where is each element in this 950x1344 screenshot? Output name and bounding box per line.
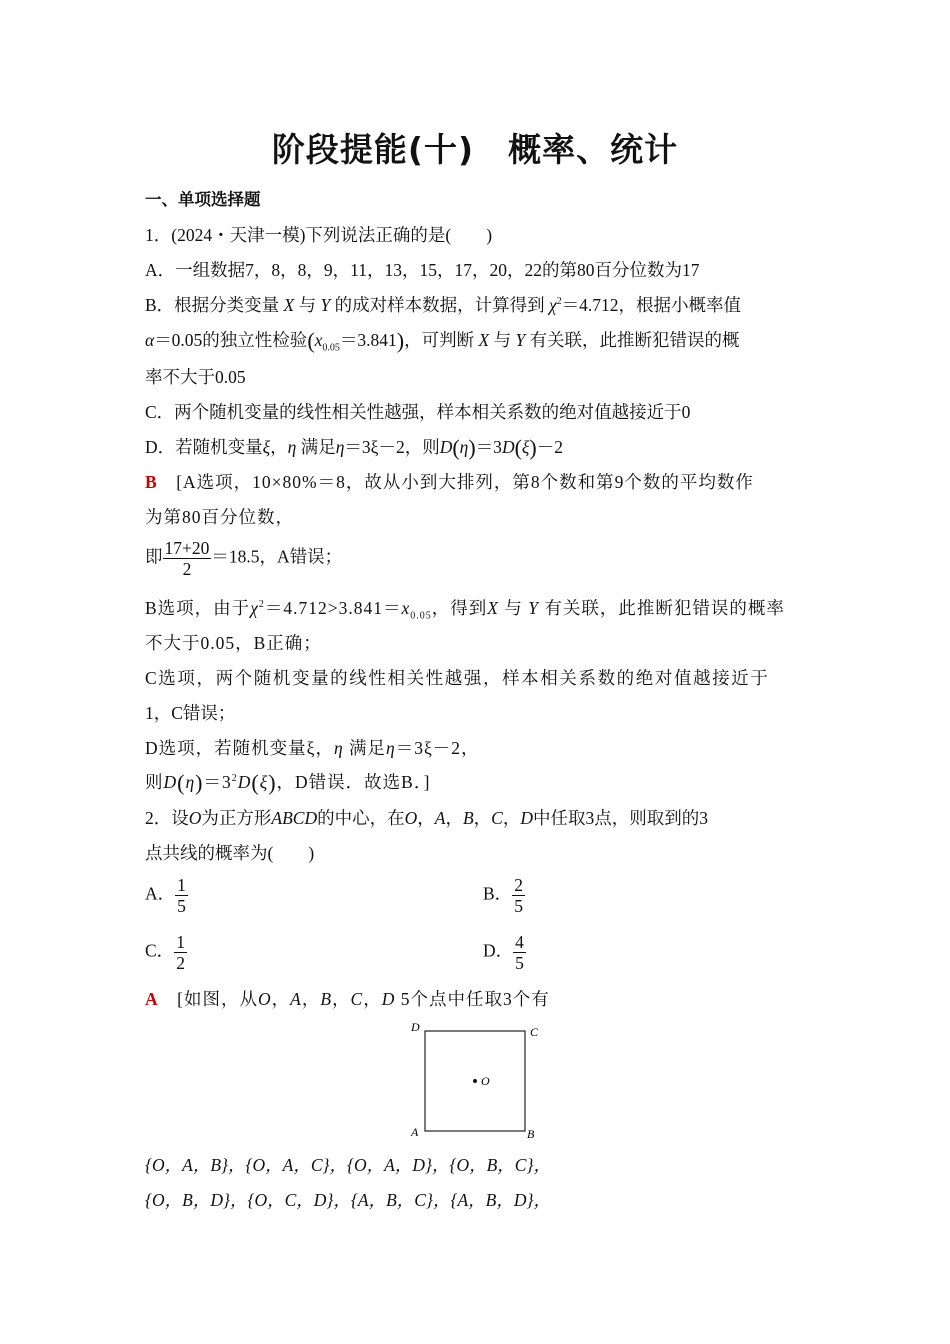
q2-stem-line2: 点共线的概率为( ) <box>145 843 315 863</box>
q1-explanation-line7: 1，C错误； <box>145 703 236 723</box>
label-a: A <box>411 1125 419 1139</box>
q1-answer: B <box>145 472 158 492</box>
q2-explanation-line1: A [如图，从O，A，B，C，D 5个点中任取3个有 <box>145 989 550 1009</box>
q2-option-a: A． $\frac{1}{5}$ <box>145 875 186 916</box>
q1-explanation-line5: 不大于0.05，B正确； <box>145 633 322 653</box>
q1-option-d: D．若随机变量ξ，η 满足η＝3ξ－2，则D(η)＝3D(ξ)－2 <box>145 435 563 460</box>
q1-explanation-line3: 即 $\frac{17+20}{2}$ ＝18.5，A错误； <box>145 538 343 579</box>
label-d: D <box>411 1020 420 1034</box>
q1-explanation-line8: D选项，若随机变量ξ，η 满足η＝3ξ－2， <box>145 738 480 758</box>
q1-explanation-line6: C选项，两个随机变量的线性相关性越强，样本相关系数的绝对值越接近于 <box>145 668 770 688</box>
q1-explanation-line9: 则$D(\eta)=3^2D(\xi)$，D错误．故选B．] <box>145 770 431 795</box>
label-c: C <box>530 1025 539 1039</box>
section-heading: 一、单项选择题 <box>145 190 261 209</box>
q1-option-a: A．一组数据7，8，8，9，11，13，15，17，20，22的第80百分位数为17 <box>145 260 700 280</box>
q1-option-b-line2: α＝0.05的独立性检验$(x_{0.05}=3.841)$，可判断 X 与 Y 有关联，此推断犯错误的概 <box>145 328 740 354</box>
q2-option-b: B． $\frac{2}{5}$ <box>483 875 523 916</box>
label-b: B <box>527 1127 535 1141</box>
q1-explanation-line1: B [A选项，10×80%＝8，故从小到大排列，第8个数和第9个数的平均数作 <box>145 472 754 492</box>
q2-answer: A <box>145 989 159 1009</box>
page-title: 阶段提能(十) 概率、统计 <box>271 130 679 169</box>
center-point-o <box>473 1079 477 1083</box>
q1-option-b-line3: 率不大于0.05 <box>145 367 246 387</box>
q1-option-b-line1: B．根据分类变量 X 与 Y 的成对样本数据，计算得到 $\chi^2=4.712$，根据小概率值 <box>145 295 742 315</box>
q2-option-c: C． $\frac{1}{2}$ <box>145 932 185 973</box>
q2-stem-line1: 2．设O为正方形ABCD的中心，在O，A，B，C，D中任取3点，则取到的3 <box>145 808 708 828</box>
q2-sets-line2: {O，B，D}，{O，C，D}，{A，B，C}，{A，B，D}， <box>145 1190 551 1210</box>
q1-option-c: C．两个随机变量的线性相关性越强，样本相关系数的绝对值越接近于0 <box>145 402 691 422</box>
label-o: O <box>481 1074 490 1088</box>
square-figure <box>405 1018 545 1143</box>
fraction: $\frac{17+20}{2}$ <box>164 538 210 579</box>
q1-explanation-line2: 为第80百分位数， <box>145 507 294 527</box>
q1-explanation-line4: B选项，由于$\chi^2=4.712>3.841=x_{0.05}$，得到X 与 Y 有关联，此推断犯错误的概率 <box>145 598 785 622</box>
q1-stem: 1．(2024・天津一模)下列说法正确的是( ) <box>145 225 493 245</box>
q2-sets-line1: {O，A，B}，{O，A，C}，{O，A，D}，{O，B，C}， <box>145 1155 551 1175</box>
q2-option-d: D． $\frac{4}{5}$ <box>483 932 524 973</box>
